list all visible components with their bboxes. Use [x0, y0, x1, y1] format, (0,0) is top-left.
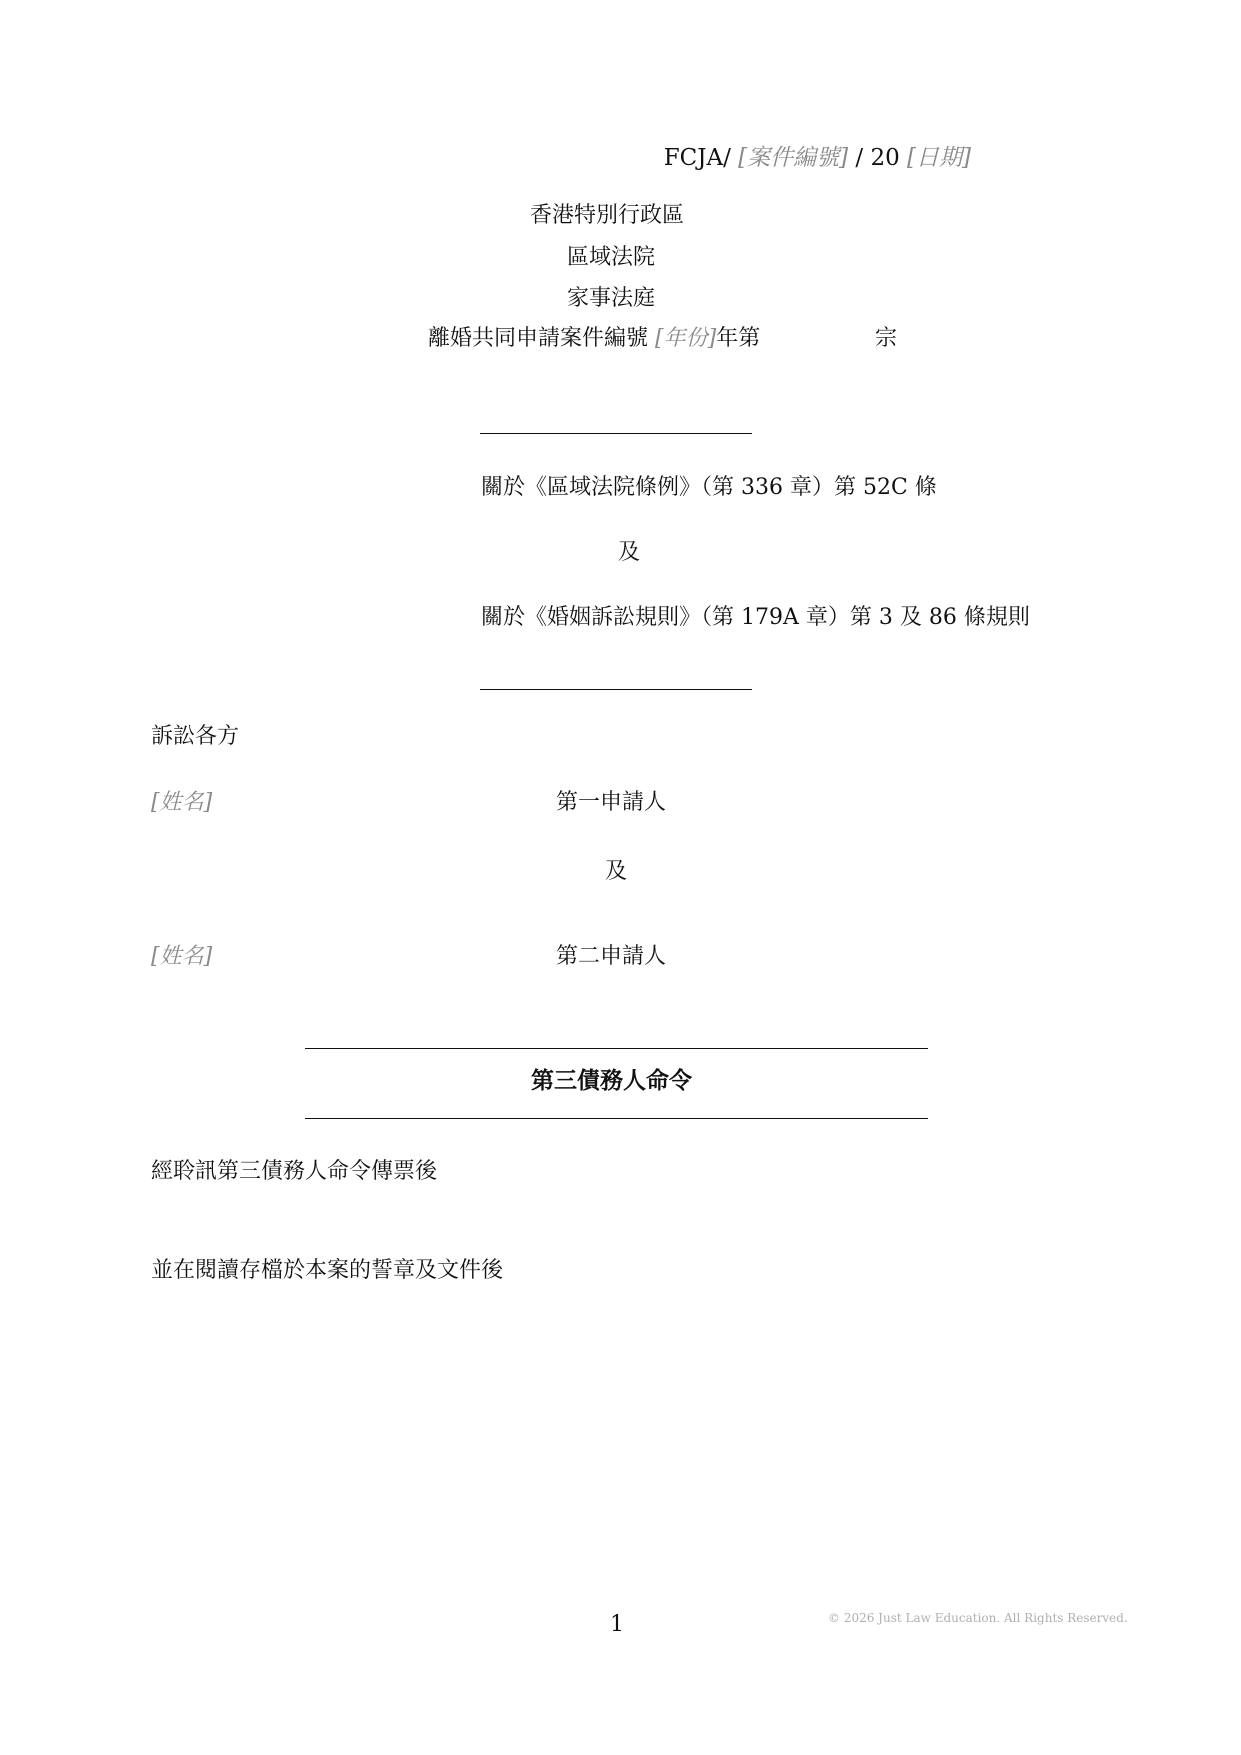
order-title: 第三債務人命令: [531, 1067, 692, 1094]
court-name: 區域法院: [567, 245, 656, 270]
matters-and: 及: [618, 540, 641, 565]
copyright-notice: © 2026 Just Law Education. All Rights Reserved.: [828, 1611, 1128, 1625]
party2-name-placeholder: [姓名]: [151, 944, 213, 969]
year-placeholder: [年份]: [655, 326, 717, 351]
page-number: 1: [610, 1612, 624, 1637]
divider-middle: [480, 689, 752, 690]
case-reference: [664, 143, 971, 173]
court-region: 香港特別行政區: [530, 203, 685, 228]
parties-heading: 訴訟各方: [151, 724, 240, 749]
divider-top: [480, 433, 752, 434]
case-number-placeholder: [案件編號]: [738, 145, 849, 171]
order-paragraph-2: 並在閱讀存檔於本案的誓章及文件後: [151, 1258, 504, 1283]
date-placeholder: [日期]: [907, 145, 971, 171]
case-line-mid: 年第: [716, 326, 761, 351]
matter-ordinance: 關於《區域法院條例》（第 336 章）第 52C 條: [481, 475, 937, 500]
matter-rules: 關於《婚姻訴訟規則》（第 179A 章）第 3 及 86 條規則: [481, 605, 1030, 630]
parties-and: 及: [605, 859, 628, 884]
case-line-prefix: 離婚共同申請案件編號: [428, 326, 649, 351]
title-rule-bottom: [305, 1118, 928, 1119]
court-division: 家事法庭: [567, 286, 656, 311]
title-rule-top: [305, 1048, 928, 1049]
case-line-suffix: 宗: [875, 326, 898, 351]
party1-name-placeholder: [姓名]: [151, 790, 213, 815]
party2-role: 第二申請人: [556, 944, 667, 969]
party1-role: 第一申請人: [556, 790, 667, 815]
case-number-line: [428, 324, 760, 354]
case-ref-prefix: FCJA/: [663, 145, 731, 171]
order-paragraph-1: 經聆訊第三債務人命令傳票後: [151, 1159, 438, 1184]
case-ref-separator: / 20: [855, 145, 900, 171]
